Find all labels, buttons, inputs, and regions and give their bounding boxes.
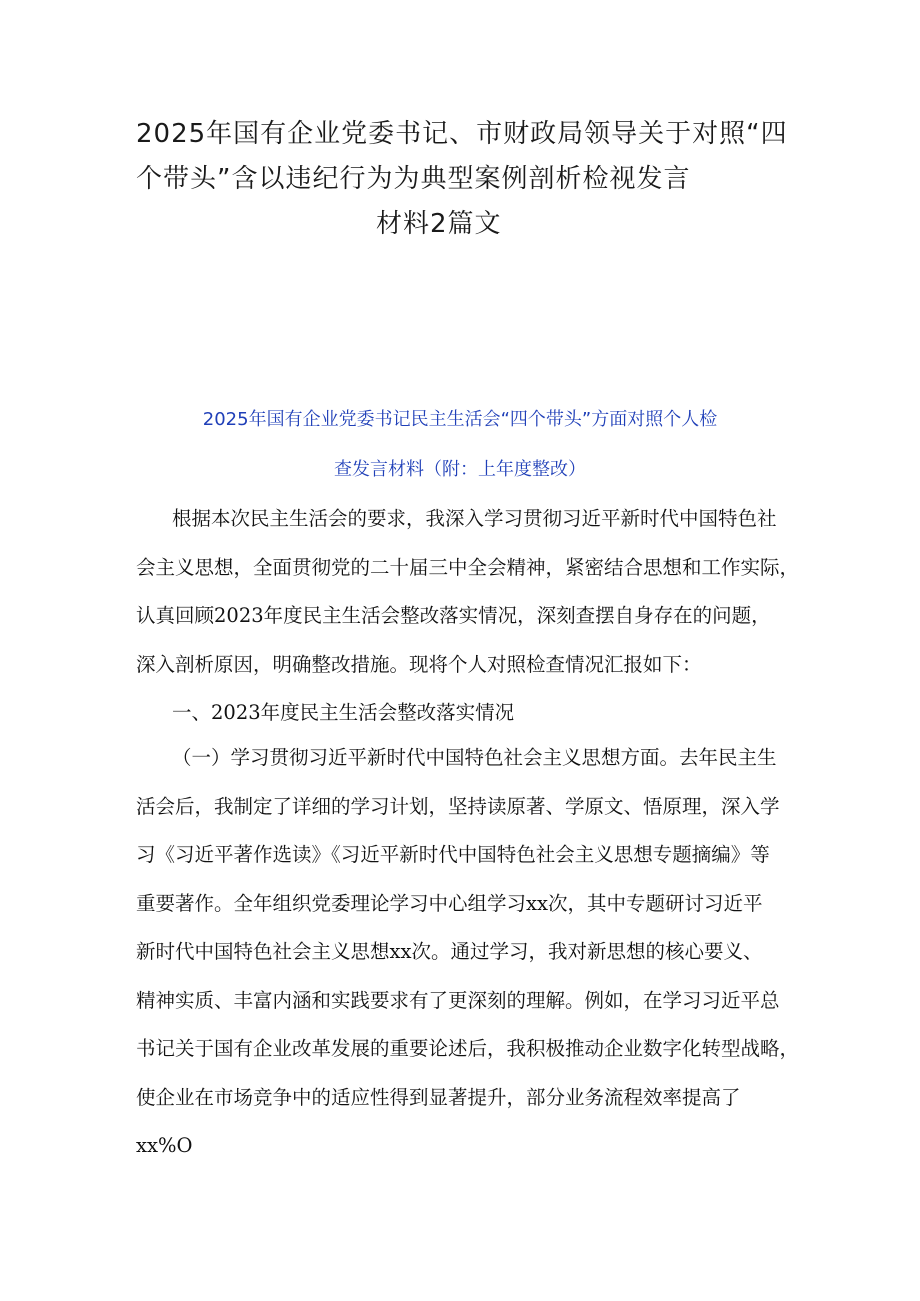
title-line: 个带头”含以违纪行为为典型案例剖析检视发言 (136, 164, 691, 194)
paragraph-line: 深入剖析原因，明确整改措施。现将个人对照检查情况汇报如下： (136, 652, 702, 676)
section-subtitle-line: 2025年国有企业党委书记民主生活会“四个带头”方面对照个人检 (202, 409, 718, 430)
paragraph-line: 书记关于国有企业改革发展的重要论述后，我积极推动企业数字化转型战略， (136, 1037, 800, 1060)
section-subtitle-line: 查发言材料（附：上年度整改） (334, 459, 586, 480)
section-heading (136, 689, 796, 738)
paragraph-line: xx%O (136, 1134, 193, 1157)
paragraph-line: 习《习近平著作选读》《习近平新时代中国特色社会主义思想专题摘编》等 (136, 843, 770, 866)
paragraph-line: 活会后，我制定了详细的学习计划，坚持读原著、学原文、悟原理，深入学 (136, 794, 780, 818)
heading-line: 一、2023年度民主生活会整改落实情况 (172, 701, 515, 724)
title-line: 材料2篇文 (376, 209, 502, 239)
section1-paragraph (136, 734, 800, 1171)
paragraph-line: 根据本次民主生活会的要求，我深入学习贯彻习近平新时代中国特色社 (172, 507, 777, 530)
intro-paragraph (136, 495, 800, 689)
paragraph-line: 精神实质、丰富内涵和实践要求有了更深刻的理解。例如，在学习习近平总 (136, 988, 780, 1012)
paragraph-line: （一）学习贯彻习近平新时代中国特色社会主义思想方面。去年民主生 (172, 746, 777, 769)
paragraph-line: 重要著作。全年组织党委理论学习中心组学习xx次，其中专题研讨习近平 (136, 891, 763, 915)
paragraph-line: 使企业在市场竞争中的适应性得到显著提升，部分业务流程效率提高了 (136, 1085, 741, 1109)
paragraph-line: 新时代中国特色社会主义思想xx次。通过学习，我对新思想的核心要义、 (136, 940, 763, 963)
title-line: 2025年国有企业党委书记、市财政局领导关于对照“四 (136, 119, 788, 149)
document-title (136, 112, 796, 247)
paragraph-line: 认真回顾2023年度民主生活会整改落实情况，深刻查摆自身存在的问题， (136, 604, 771, 627)
paragraph-line: 会主义思想，全面贯彻党的二十届三中全会精神，紧密结合思想和工作实际， (136, 555, 800, 579)
